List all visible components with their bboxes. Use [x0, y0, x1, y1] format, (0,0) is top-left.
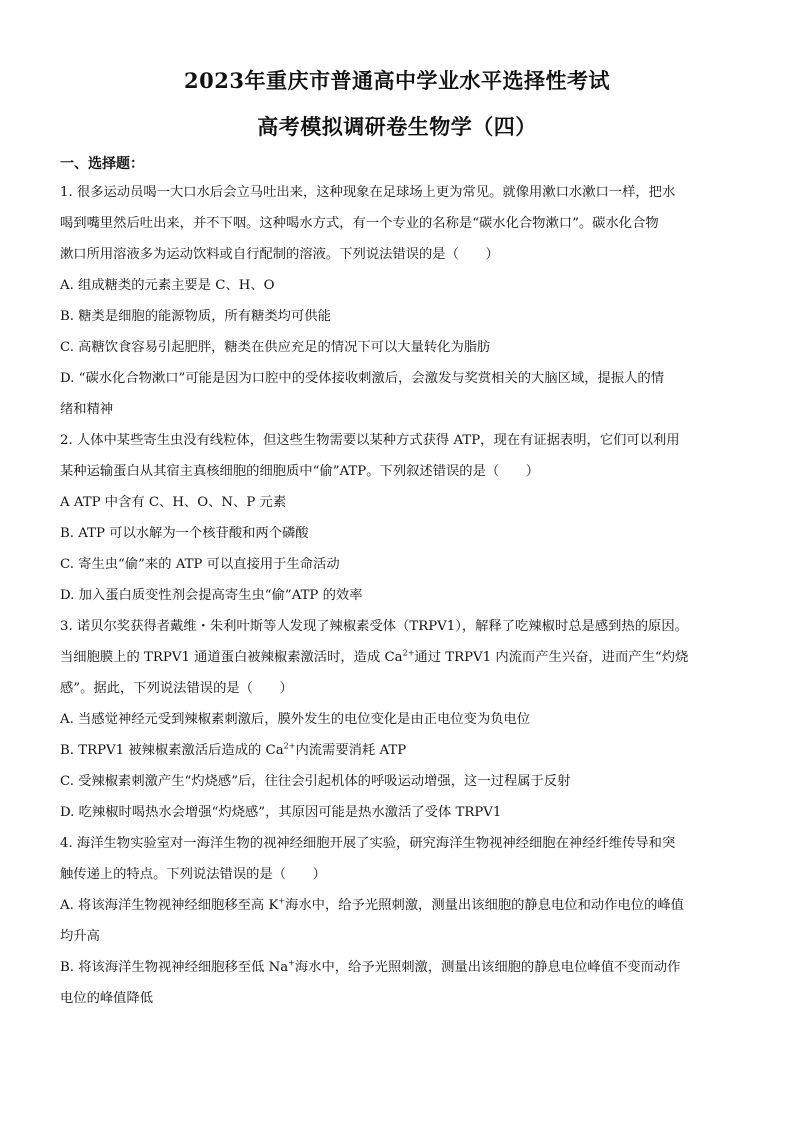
q3-stem-line-3: 感”。据此，下列说法错误的是（ ） [60, 681, 293, 696]
q3-stem-superscript: 2+ [402, 648, 415, 658]
q4-option-b-rest: 海水中，给予光照刺激，测量出该细胞的静息电位峰值不变而动作 [294, 960, 681, 975]
q1-option-c: C. 高糖饮食容易引起肥胖，糖类在供应充足的情况下可以大量转化为脂肪 [60, 340, 491, 355]
q2-option-c: C. 寄生虫“偷”来的 ATP 可以直接用于生命活动 [60, 557, 340, 572]
q2-option-b: B. ATP 可以水解为一个核苷酸和两个磷酸 [60, 526, 309, 541]
q3-option-b-superscript: 2+ [283, 741, 296, 751]
q3-option-a: A. 当感觉神经元受到辣椒素刺激后，膜外发生的电位变化是由正电位变为负电位 [60, 712, 531, 727]
section-heading: 一、选择题： [60, 156, 144, 172]
q3-option-b-text: B. TRPV1 被辣椒素激活后造成的 Ca [60, 743, 284, 758]
q1-option-d-line-1: D. “碳水化合物漱口”可能是因为口腔中的受体接收刺激后，会激发与奖赏相关的大脑区域，提振人的情 [60, 371, 665, 386]
q3-option-b [60, 741, 734, 761]
exam-title: 2023年重庆市普通高中学业水平选择性考试 [184, 68, 610, 93]
q2-option-a: A ATP 中含有 C、H、O、N、P 元素 [60, 495, 287, 510]
exam-subtitle: 高考模拟调研卷生物学（四） [257, 114, 537, 139]
q4-option-a-superscript: + [278, 896, 286, 906]
q3-stem-line-2-rest: 通过 TRPV1 内流而产生兴奋，进而产生“灼烧 [414, 650, 689, 665]
q4-stem-line-1: 4. 海洋生物实验室对一海洋生物的视神经细胞开展了实验，研究海洋生物视神经细胞在神经纤维传导和突 [60, 836, 676, 851]
q4-stem-line-2: 触传递上的特点。下列说法错误的是（ ） [60, 867, 326, 882]
q3-stem-line-1: 3. 诺贝尔奖获得者戴维・朱利叶斯等人发现了辣椒素受体（TRPV1），解释了吃辣椒时总是感到热的原因。 [60, 619, 688, 634]
q2-stem-line-1: 2. 人体中某些寄生虫没有线粒体，但这些生物需要以某种方式获得 ATP，现在有证据表明，它们可以利用 [60, 433, 680, 448]
q1-stem-line-3: 漱口所用溶液多为运动饮料或自行配制的溶液。下列说法错误的是（ ） [60, 247, 499, 262]
q4-option-b-line-1 [60, 958, 734, 978]
q2-option-d: D. 加入蛋白质变性剂会提高寄生虫“偷”ATP 的效率 [60, 588, 363, 603]
q1-stem-line-2: 喝到嘴里然后吐出来，并不下咽。这种喝水方式，有一个专业的名称是“碳水化合物漱口”。碳水化合物 [60, 216, 659, 231]
q1-option-d-line-2: 绪和精神 [60, 402, 114, 417]
q4-option-b-text: B. 将该海洋生物视神经细胞移至低 Na [60, 960, 289, 975]
q4-option-a-text: A. 将该海洋生物视神经细胞移至高 K [60, 898, 279, 913]
q3-stem-line-2-text: 当细胞膜上的 TRPV1 通道蛋白被辣椒素激活时，造成 Ca [60, 650, 403, 665]
q4-option-a-line-2: 均升高 [60, 929, 100, 944]
q4-option-a-rest: 海水中，给予光照刺激，测量出该细胞的静息电位和动作电位的峰值 [285, 898, 684, 913]
q3-option-c: C. 受辣椒素刺激产生“灼烧感”后，往往会引起机体的呼吸运动增强，这一过程属于反射 [60, 774, 571, 789]
q4-option-b-line-2: 电位的峰值降低 [60, 991, 154, 1006]
q2-stem-line-2: 某种运输蛋白从其宿主真核细胞的细胞质中“偷”ATP。下列叙述错误的是（ ） [60, 464, 540, 479]
q3-option-b-rest: 内流需要消耗 ATP [295, 743, 407, 758]
q4-option-a-line-1 [60, 896, 734, 916]
q4-option-b-superscript: + [288, 958, 295, 968]
q1-option-a: A. 组成糖类的元素主要是 C、H、O [60, 278, 275, 293]
q3-option-d: D. 吃辣椒时喝热水会增强“灼烧感”，其原因可能是热水激活了受体 TRPV1 [60, 805, 502, 820]
q1-stem-line-1: 1. 很多运动员喝一大口水后会立马吐出来，这种现象在足球场上更为常见。就像用漱口水漱口一样，把水 [60, 185, 676, 200]
q3-stem-line-2 [60, 648, 734, 668]
q1-option-b: B. 糖类是细胞的能源物质，所有糖类均可供能 [60, 309, 331, 324]
